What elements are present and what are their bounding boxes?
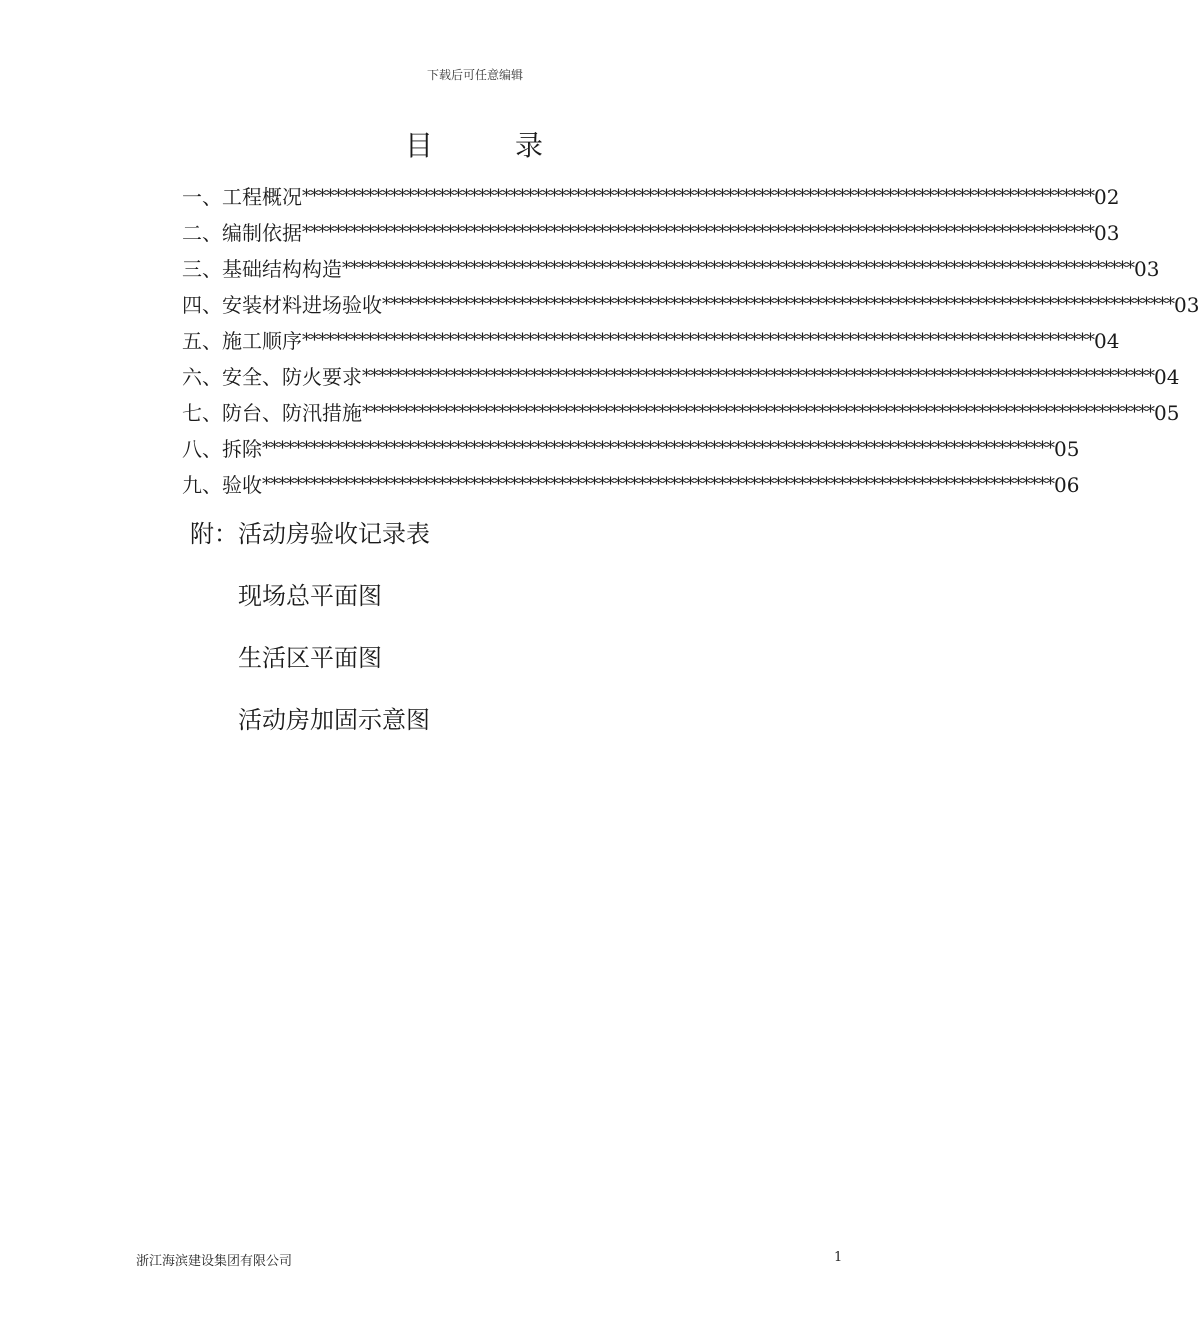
toc-entry-label: 四、安装材料进场验收 [182,293,382,317]
appendix-item [190,636,430,698]
toc-entry[interactable] [182,324,1120,360]
toc-entry[interactable] [182,288,1199,324]
toc-leader: *************************************************************************************************** [302,222,1094,243]
toc-entry-label: 二、编制依据 [182,221,302,245]
appendix-item-label: 现场总平面图 [238,582,382,610]
appendix-list [190,512,430,760]
toc-entry[interactable] [182,216,1120,252]
toc-page-number: 06 [1054,473,1080,497]
toc-page-number: 03 [1174,293,1199,317]
toc-entry-label: 一、工程概况 [182,185,302,209]
appendix-item [190,512,430,574]
appendix-item-label: 活动房验收记录表 [238,520,430,548]
toc-page-number: 04 [1154,365,1180,389]
toc-entry[interactable] [182,468,1080,504]
title-char-1: 目 [404,129,435,162]
toc-entry[interactable] [182,252,1160,288]
footer-page-number: 1 [834,1250,843,1265]
toc-entry[interactable] [182,360,1180,396]
footer-company: 浙江海滨建设集团有限公司 [136,1254,293,1269]
toc-leader: *************************************************************************************************** [302,186,1094,207]
appendix-item [190,574,430,636]
toc-leader: *************************************************************************************************** [262,438,1054,459]
page-title [0,124,950,164]
toc-page-number: 04 [1094,329,1120,353]
header-note: 下载后可任意编辑 [426,68,523,82]
toc-leader: *************************************************************************************************** [262,474,1054,495]
toc-page-number: 03 [1134,257,1160,281]
toc-entry-label: 五、施工顺序 [182,329,302,353]
appendix-prefix: 附： [190,520,238,548]
toc-entry-label: 七、防台、防汛措施 [182,401,362,425]
toc-entry-label: 三、基础结构构造 [182,257,342,281]
toc-page-number: 02 [1094,185,1120,209]
toc-entry-label: 八、拆除 [182,437,262,461]
toc-entry[interactable] [182,180,1120,216]
appendix-item-label: 活动房加固示意图 [238,706,430,734]
appendix-item-label: 生活区平面图 [238,644,382,672]
toc-leader: *************************************************************************************************** [362,366,1154,387]
toc-leader: *************************************************************************************************** [362,402,1154,423]
toc-leader: *************************************************************************************************** [342,258,1134,279]
appendix-item [190,698,430,760]
toc-leader: *************************************************************************************************** [382,294,1174,315]
toc-entry-label: 九、验收 [182,473,262,497]
toc-leader: *************************************************************************************************** [302,330,1094,351]
table-of-contents [182,180,1199,504]
toc-entry[interactable] [182,432,1080,468]
toc-entry[interactable] [182,396,1180,432]
title-char-2: 录 [515,129,546,162]
toc-page-number: 03 [1094,221,1120,245]
toc-entry-label: 六、安全、防火要求 [182,365,362,389]
toc-page-number: 05 [1054,437,1080,461]
toc-page-number: 05 [1154,401,1180,425]
